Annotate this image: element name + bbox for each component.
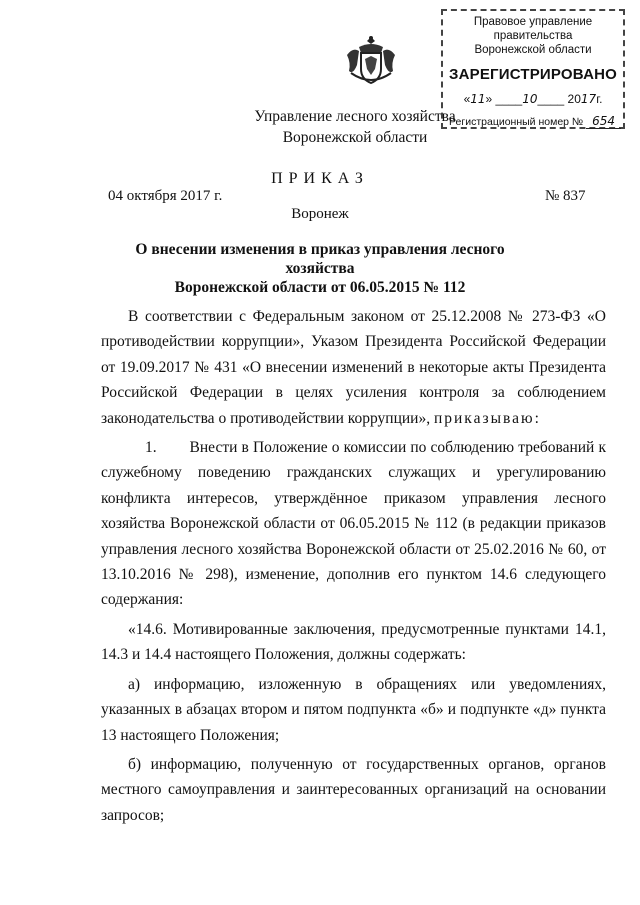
stamp-date: «11» ____10____ 2017г. [463,92,603,106]
stamp-registered: ЗАРЕГИСТРИРОВАНО [448,66,618,83]
preamble-text: В соответствии с Федеральным законом от 25.12.2008 № 273-ФЗ «О противодействии коррупции», Указом Президента Российской Федерации от 19.09.2017 № 431 «О внесении изменений в некоторые акты Президента Российской Федерации в целях усиления контроля за соблюдением законодательства о противодействии коррупции», [101,308,606,427]
document-date: 04 октября 2017 г. [108,188,223,204]
stamp-month: 10 [522,92,538,106]
stamp-year-suffix: г. [596,92,603,106]
document-city: Воронеж [291,206,349,222]
stamp-reg-number [443,114,623,128]
item-1-text: Внести в Положение о комиссии по соблюдению требований к служебному поведению гражданских служащих и урегулированию конфликта интересов, утверждённое приказом управления лесного хозяйства Воронежской области от 06.05.2015 № 112 (в редакции приказов управления лесного хозяйства Воронежской области от 25.02.2016 № 60, от 13.10.2016 № 298), изменение, дополнив его пунктом 14.6 следующего содержания: [101,439,606,609]
org-line-1: Управление лесного хозяйства [254,108,456,125]
title-line-1: О внесении изменения в приказ управления лесного хозяйства [135,241,505,277]
stamp-day: 11 [470,92,486,106]
paragraph-a: а) информацию, изложенную в обращениях или уведомлениях, указанных в абзацах втором и пятом подпункта «б» и подпункте «д» пункта 13 настоящего Положения; [101,675,606,744]
stamp-year: 17 [580,92,597,106]
document-type: ПРИКАЗ [271,170,369,187]
registration-stamp [441,9,625,129]
document-title [110,240,530,297]
paragraph-14-6: «14.6. Мотивированные заключения, предусмотренные пунктами 14.1, 14.3 и 14.4 настоящего Положения, должны содержать: [101,620,606,664]
document-number: № 837 [545,188,586,204]
coat-of-arms-emblem [343,33,399,89]
document-body [101,304,606,832]
stamp-reg-value: 654 [586,114,621,129]
org-line-2: Воронежской области [282,129,428,146]
paragraph-b: б) информацию, полученную от государственных органов, органов местного самоуправления и заинтересованных организаций на основании запросов; [101,755,606,824]
title-line-2: Воронежской области от 06.05.2015 № 112 [174,279,466,296]
item-1-number: 1. [145,439,157,457]
command-word: приказываю: [433,409,541,427]
stamp-line-1: Правовое управление правительства [473,16,593,42]
paragraph-item-1 [101,435,606,613]
stamp-reg-label: Регистрационный номер № [449,116,584,128]
paragraph-preamble [101,304,606,431]
stamp-line-2: Воронежской области [474,44,592,56]
stamp-year-prefix: 20 [567,92,581,106]
stamp-authority [443,15,623,57]
